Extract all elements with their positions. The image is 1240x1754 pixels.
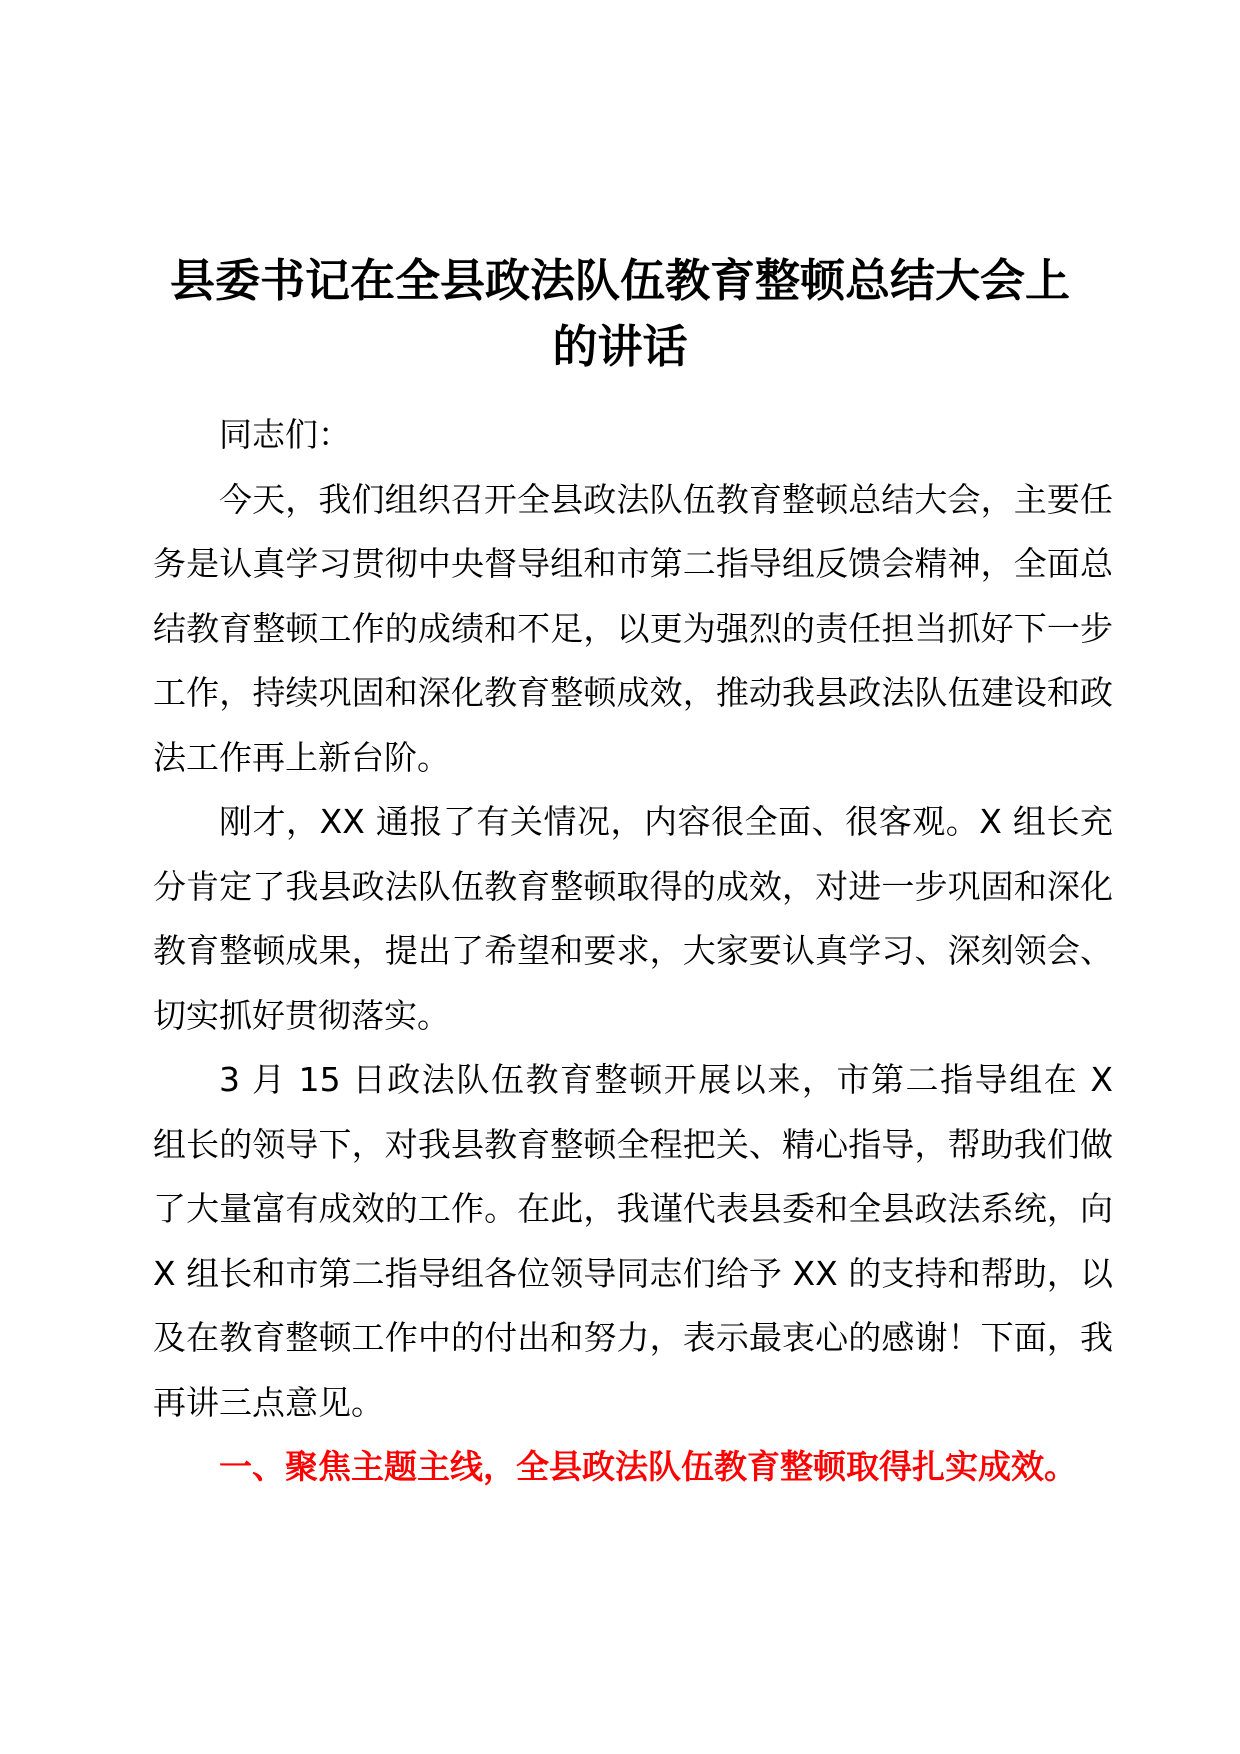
- title-line-1: 县委书记在全县政法队伍教育整顿总结大会上: [169, 254, 1070, 307]
- document-body: [153, 403, 1113, 1500]
- section-heading: 一、聚焦主题主线，全县政法队伍教育整顿取得扎实成效。: [219, 1447, 1077, 1486]
- title-line-2: 的讲话: [552, 320, 688, 373]
- paragraph-3: 3 月 15 日政法队伍教育整顿开展以来，市第二指导组在 X 组长的领导下，对我县教育整顿全程把关、精心指导，帮助我们做了大量富有成效的工作。在此，我谨代表县委和全县政法系统，向 X 组长和市第二指导组各位领导同志们给予 XX 的支持和帮助，以及在教育整顿工作中的付出和努力，表示最衷心的感谢！下面，我再讲三点意见。: [153, 1060, 1113, 1422]
- document-title: [140, 248, 1100, 380]
- paragraph-1: 今天，我们组织召开全县政法队伍教育整顿总结大会，主要任务是认真学习贯彻中央督导组和市第二指导组反馈会精神，全面总结教育整顿工作的成绩和不足，以更为强烈的责任担当抓好下一步工作，持续巩固和深化教育整顿成效，推动我县政法队伍建设和政法工作再上新台阶。: [153, 479, 1113, 777]
- salutation: 同志们：: [219, 415, 351, 454]
- paragraph-2: 刚才，XX 通报了有关情况，内容很全面、很客观。X 组长充分肯定了我县政法队伍教育整顿取得的成效，对进一步巩固和深化教育整顿成果，提出了希望和要求，大家要认真学习、深刻领会、切实抓好贯彻落实。: [153, 802, 1113, 1035]
